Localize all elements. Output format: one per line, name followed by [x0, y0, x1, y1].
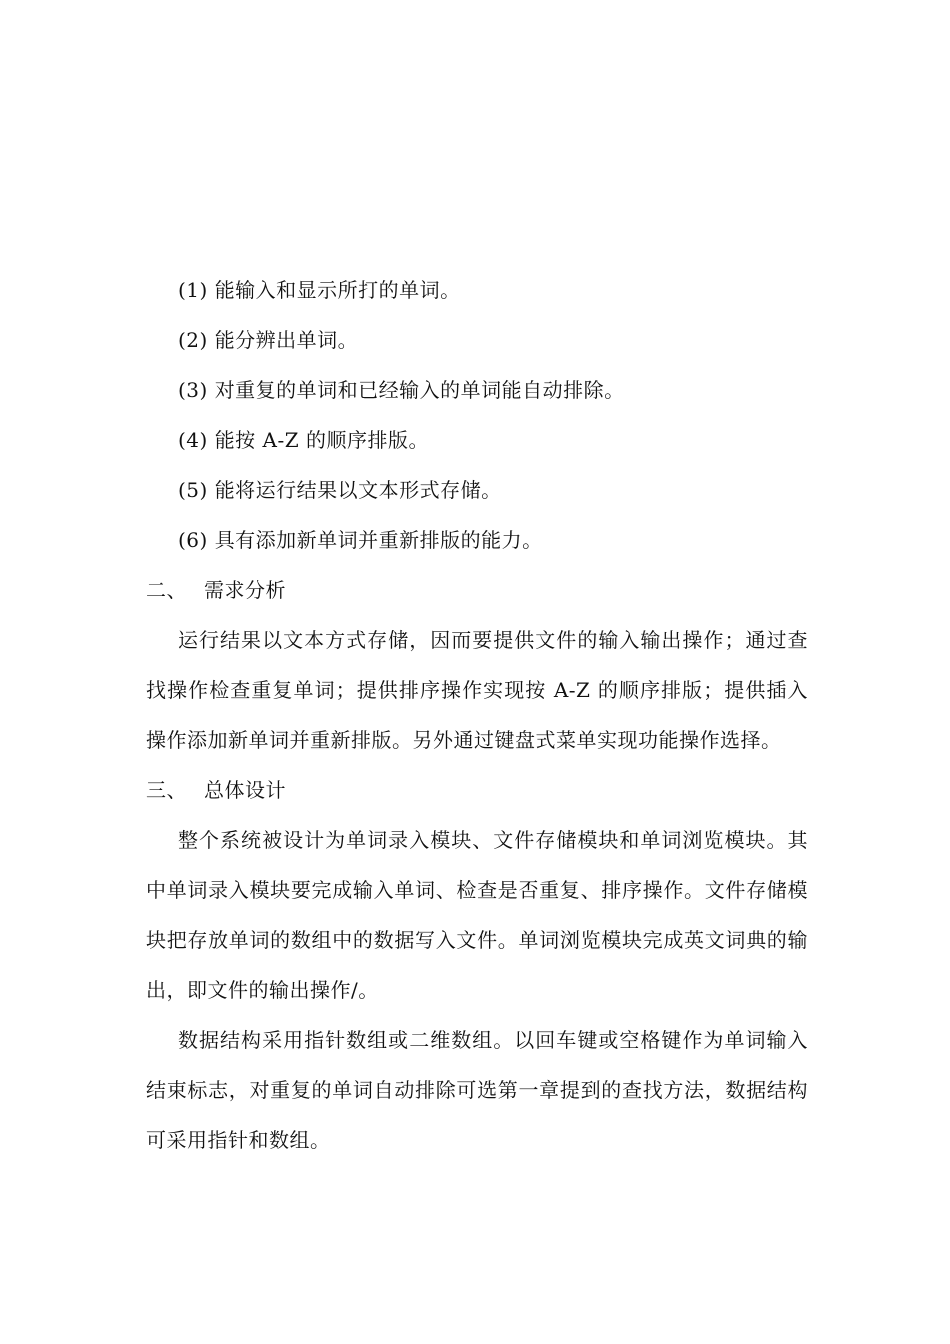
section-heading-design — [146, 765, 808, 815]
requirements-paragraph: 运行结果以文本方式存储，因而要提供文件的输入输出操作；通过查找操作检查重复单词；提供排序操作实现按 A-Z 的顺序排版；提供插入操作添加新单词并重新排版。另外通过键盘式菜单实现功能操作选择。 — [146, 628, 808, 752]
requirement-item-1: (1) 能输入和显示所打的单词。 — [178, 278, 461, 302]
document-body — [146, 265, 808, 1165]
design-paragraph-2: 数据结构采用指针数组或二维数组。以回车键或空格键作为单词输入结束标志，对重复的单词自动排除可选第一章提到的查找方法，数据结构可采用指针和数组。 — [146, 1028, 808, 1152]
section-number: 二、 — [146, 578, 187, 602]
requirement-item-5: (5) 能将运行结果以文本形式存储。 — [178, 478, 502, 502]
section-number: 三、 — [146, 778, 187, 802]
requirement-item-3: (3) 对重复的单词和已经输入的单词能自动排除。 — [178, 378, 625, 402]
design-paragraph-1: 整个系统被设计为单词录入模块、文件存储模块和单词浏览模块。其中单词录入模块要完成输入单词、检查是否重复、排序操作。文件存储模块把存放单词的数组中的数据写入文件。单词浏览模块完成英文词典的输出，即文件的输出操作/。 — [146, 828, 808, 1002]
requirement-item-2: (2) 能分辨出单词。 — [178, 328, 359, 352]
section-heading-requirements — [146, 565, 808, 615]
requirement-item-6: (6) 具有添加新单词并重新排版的能力。 — [178, 528, 543, 552]
requirement-item-4: (4) 能按 A-Z 的顺序排版。 — [178, 428, 429, 452]
section-title: 需求分析 — [204, 578, 286, 602]
section-title: 总体设计 — [204, 778, 286, 802]
